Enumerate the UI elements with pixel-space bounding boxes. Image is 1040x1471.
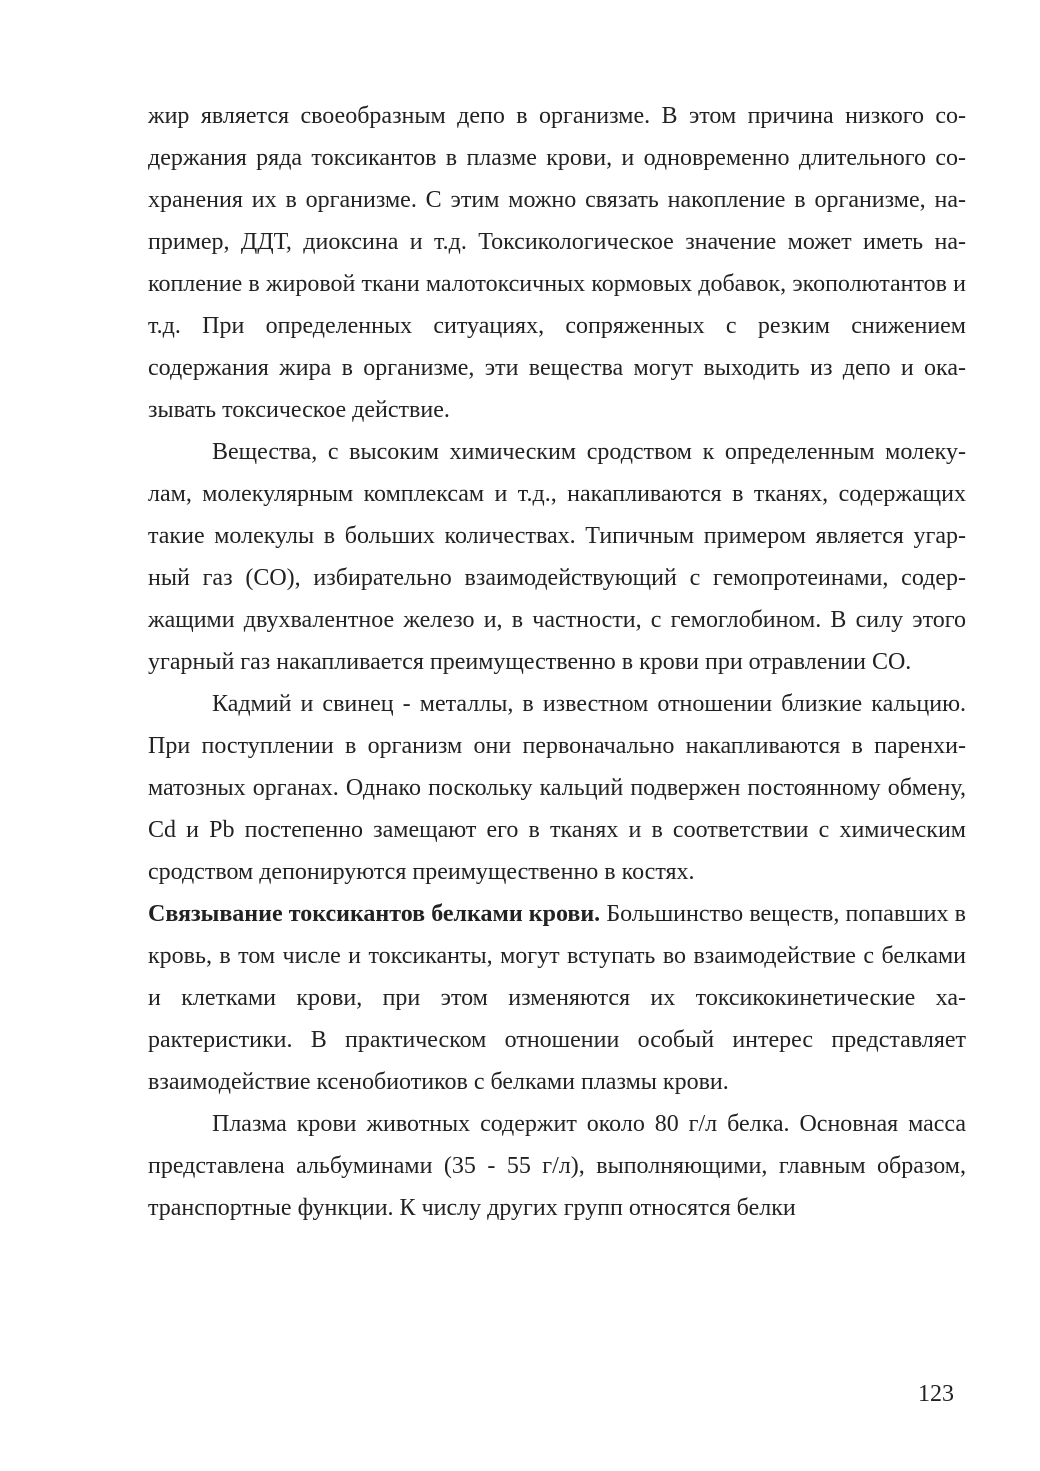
paragraph-fat-depot: жир является своеобразным депо в организме. В этом причина низкого содержания ряда токсикантов в плазме крови, и одновременно длительного сохранения их в организме. С этим можно связать накопление в организме, например, ДДТ, диоксина и т.д. Токсикологическое значение может иметь накопление в жировой ткани малотоксичных кормовых добавок, экополютантов и т.д. При определенных ситуациях, сопряженных с резким снижением содержания жира в организме, эти вещества могут выходить из депо и оказывать токсическое действие. xyxy=(148,103,966,423)
body-text xyxy=(148,95,966,1229)
paragraph-cadmium-lead: Кадмий и свинец - металлы, в известном отношении близкие кальцию. При поступлении в организм они первоначально накапливаются в паренхиматозных органах. Однако поскольку кальций подвержен постоянному обмену, Cd и Pb постепенно замещают его в тканях и в соответствии с химическим сродством депонируются преимущественно в костях. xyxy=(148,691,966,885)
section-heading-inline: Связывание токсикантов белками крови. xyxy=(148,901,601,927)
paragraph-blood-protein-binding-text: Большинство веществ, попавших в кровь, в том числе и токсиканты, могут вступать во взаимодействие с белками и клетками крови, при этом изменяются их токсикокинетические характеристики. В практическом отношении особый интерес представляет взаимодействие ксенобиотиков с белками плазмы крови. xyxy=(148,901,966,1095)
paragraph-blood-protein-binding xyxy=(148,893,966,1103)
paragraph-plasma-proteins: Плазма крови животных содержит около 80 г/л белка. Основная масса представлена альбуминами (35 - 55 г/л), выполняющими, главным образом, транспортные функции. К числу других групп относятся белки xyxy=(148,1111,966,1221)
paragraph-chemical-affinity: Вещества, с высоким химическим сродством к определенным молекулам, молекулярным комплексам и т.д., накапливаются в тканях, содержащих такие молекулы в больших количествах. Типичным примером является угарный газ (СО), избирательно взаимодействующий с гемопротеинами, содержащими двухвалентное железо и, в частности, с гемоглобином. В силу этого угарный газ накапливается преимущественно в крови при отравлении СО. xyxy=(148,439,966,675)
page-number: 123 xyxy=(918,1381,954,1407)
